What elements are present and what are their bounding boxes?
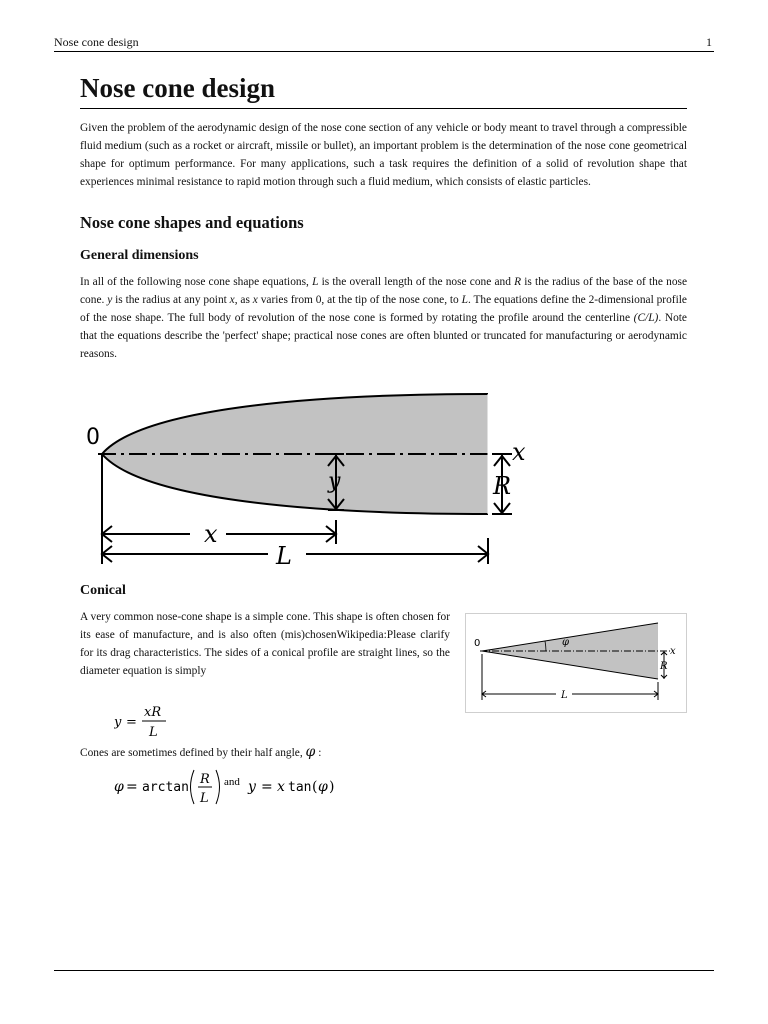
svg-text:y: y bbox=[114, 715, 122, 730]
svg-text:xR: xR bbox=[144, 705, 162, 720]
cone-r-label: R bbox=[660, 661, 668, 672]
conical-section bbox=[80, 608, 687, 806]
half-angle-text: Cones are sometimes defined by their half angle, φ : bbox=[80, 744, 322, 760]
half-angle-equation bbox=[114, 764, 354, 810]
section-heading-shapes: Nose cone shapes and equations bbox=[80, 213, 304, 232]
cone-x-label: x bbox=[670, 646, 676, 657]
r-label: R bbox=[493, 472, 512, 500]
diameter-equation bbox=[114, 703, 184, 741]
svg-text:(: ( bbox=[312, 779, 318, 795]
subsection-heading-conical: Conical bbox=[80, 583, 126, 598]
subsection-heading-general: General dimensions bbox=[80, 248, 199, 263]
x-axis-label: x bbox=[512, 438, 526, 466]
intro-paragraph: Given the problem of the aerodynamic design of the nose cone section of any vehicle or body meant to travel through a compressible fluid medium (such as a rocket or aircraft, missile or bullet), an important problem is the determination of the nose cone geometrical shape for optimum performance. For many applications, such a task requires the definition of a solid of revolution shape that experiences minimal resistance to rapid motion through such a fluid medium, which consists of elastic particles. bbox=[80, 122, 687, 188]
svg-text:and: and bbox=[224, 776, 240, 788]
svg-text:L: L bbox=[200, 791, 209, 806]
page-title: Nose cone design bbox=[80, 70, 687, 109]
conical-paragraph: A very common nose-cone shape is a simple cone. This shape is often chosen for its ease of manufacture, and is also often (mis)chosenWikipedia:Please clarify for its drag characteristics. The sides of a conical profile are straight lines, so the diameter equation is simply bbox=[80, 611, 450, 677]
svg-text:y: y bbox=[248, 779, 256, 795]
svg-text:x: x bbox=[277, 779, 285, 795]
svg-text:=: = bbox=[126, 779, 138, 795]
svg-text:φ: φ bbox=[114, 779, 124, 795]
svg-text:φ: φ bbox=[318, 779, 328, 795]
cone-origin-label: 0 bbox=[474, 638, 481, 649]
running-header bbox=[54, 35, 714, 52]
phi-symbol: φ bbox=[305, 744, 316, 760]
footer-rule bbox=[54, 970, 714, 971]
svg-text:L: L bbox=[149, 725, 158, 740]
svg-text:=: = bbox=[126, 715, 137, 730]
article-content bbox=[80, 70, 687, 806]
svg-text:=: = bbox=[261, 779, 273, 795]
conical-figure bbox=[465, 613, 687, 713]
cone-l-label: L bbox=[561, 690, 568, 701]
svg-text:R: R bbox=[200, 772, 210, 787]
svg-text:arctan: arctan bbox=[142, 780, 189, 795]
general-dimensions-figure bbox=[80, 388, 540, 570]
x-dimension-label: x bbox=[204, 520, 218, 548]
l-dimension-label: L bbox=[276, 542, 292, 570]
header-title: Nose cone design bbox=[54, 35, 139, 49]
svg-text:tan: tan bbox=[288, 780, 312, 795]
y-label: y bbox=[328, 469, 341, 494]
svg-text:): ) bbox=[329, 779, 335, 795]
phi-label: φ bbox=[562, 637, 570, 648]
page-number: 1 bbox=[706, 35, 712, 49]
origin-label: 0 bbox=[86, 425, 100, 450]
general-dimensions-paragraph: In all of the following nose cone shape equations, L is the overall length of the nose cone and R is the radius of the base of the nose cone. y is the radius at any point x, as x varies from 0, at the tip of the nose cone, to L. The equations define the 2-dimensional profile of the nose shape. The full body of revolution of the nose cone is formed by rotating the profile around the centerline (C/L). Note that the equations describe the 'perfect' shape; practical nose cones are often blunted or truncated for manufacturing or aerodynamic reasons. bbox=[80, 276, 687, 360]
